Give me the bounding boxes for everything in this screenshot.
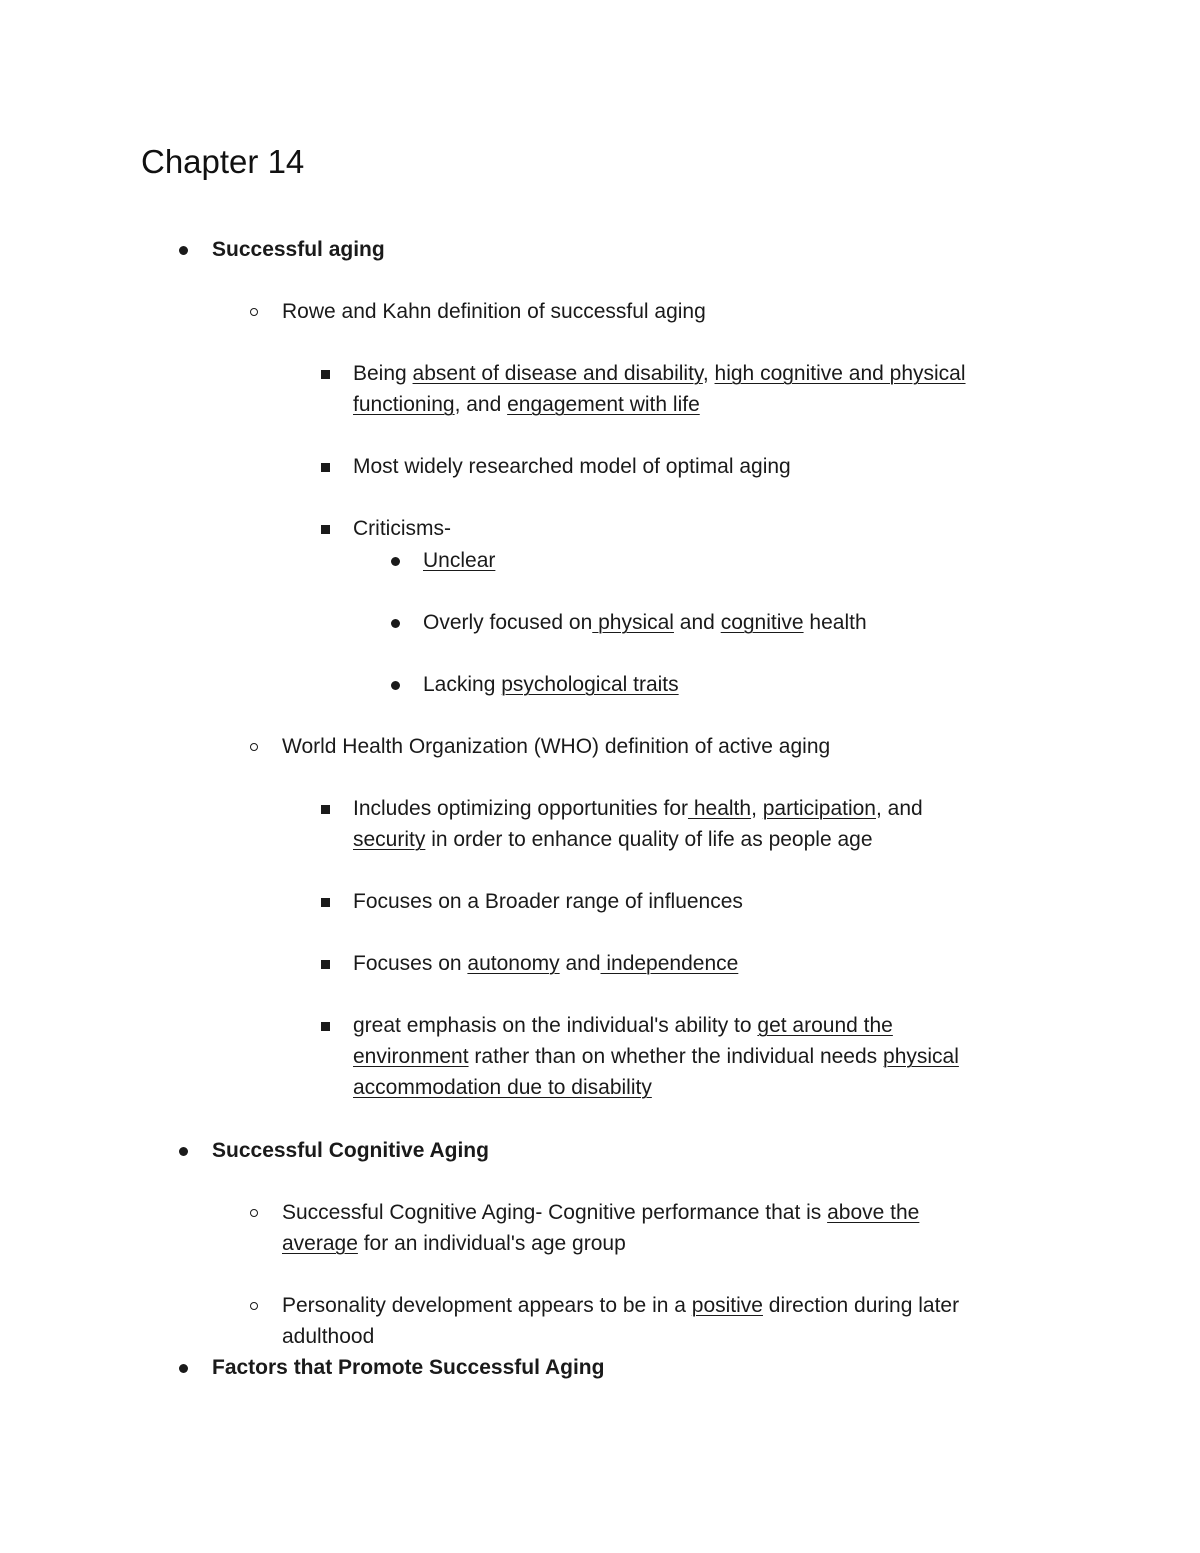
bullet-circle (250, 1209, 258, 1217)
personality-development-line-1: Personality development appears to be in a positive direction during later (282, 1294, 960, 1317)
bullet-disc (391, 681, 400, 690)
criticisms-label: Criticisms- (353, 517, 451, 540)
bullet-circle (250, 1302, 258, 1310)
cognitive-aging-def-line-2: average for an individual's age group (282, 1232, 626, 1255)
criticism-overly-focused: Overly focused on physical and cognitive health (423, 611, 867, 634)
bullet-square (321, 805, 330, 814)
who-emphasis-line-2: environment rather than on whether the individual needs physical (353, 1045, 959, 1068)
cognitive-aging-def-line-1: Successful Cognitive Aging- Cognitive performance that is above the (282, 1201, 920, 1224)
who-autonomy: Focuses on autonomy and independence (353, 952, 739, 975)
bullet-disc (179, 1147, 188, 1156)
bullet-disc (391, 557, 400, 566)
criticism-lacking: Lacking psychological traits (423, 673, 679, 696)
bullet-square (321, 960, 330, 969)
bullet-circle (250, 308, 258, 316)
personality-development-line-2: adulthood (282, 1325, 375, 1348)
bullet-square (321, 1022, 330, 1031)
bullet-square (321, 898, 330, 907)
who-includes-line-1: Includes optimizing opportunities for health, participation, and (353, 797, 923, 820)
widely-researched-note: Most widely researched model of optimal aging (353, 455, 791, 478)
section-heading-factors: Factors that Promote Successful Aging (212, 1356, 605, 1379)
who-emphasis-line-1: great emphasis on the individual's ability to get around the (353, 1014, 893, 1037)
criticism-unclear: Unclear (423, 549, 496, 572)
bullet-circle (250, 743, 258, 751)
who-broader-range: Focuses on a Broader range of influences (353, 890, 743, 913)
bullet-disc (179, 1364, 188, 1373)
bullet-disc (179, 246, 188, 255)
page-title: Chapter 14 (141, 143, 305, 180)
who-emphasis-line-3: accommodation due to disability (353, 1076, 652, 1099)
bullet-square (321, 370, 330, 379)
section-heading-successful-aging: Successful aging (212, 238, 385, 261)
bullet-disc (391, 619, 400, 628)
rowe-definition-line-1: Being absent of disease and disability, high cognitive and physical (353, 362, 966, 385)
who-includes-line-2: security in order to enhance quality of life as people age (353, 828, 873, 851)
rowe-definition-line-2: functioning, and engagement with life (353, 393, 700, 416)
rowe-kahn-definition: Rowe and Kahn definition of successful aging (282, 300, 706, 323)
who-definition: World Health Organization (WHO) definition of active aging (282, 735, 831, 758)
bullet-square (321, 463, 330, 472)
bullet-square (321, 525, 330, 534)
section-heading-cognitive-aging: Successful Cognitive Aging (212, 1139, 489, 1162)
